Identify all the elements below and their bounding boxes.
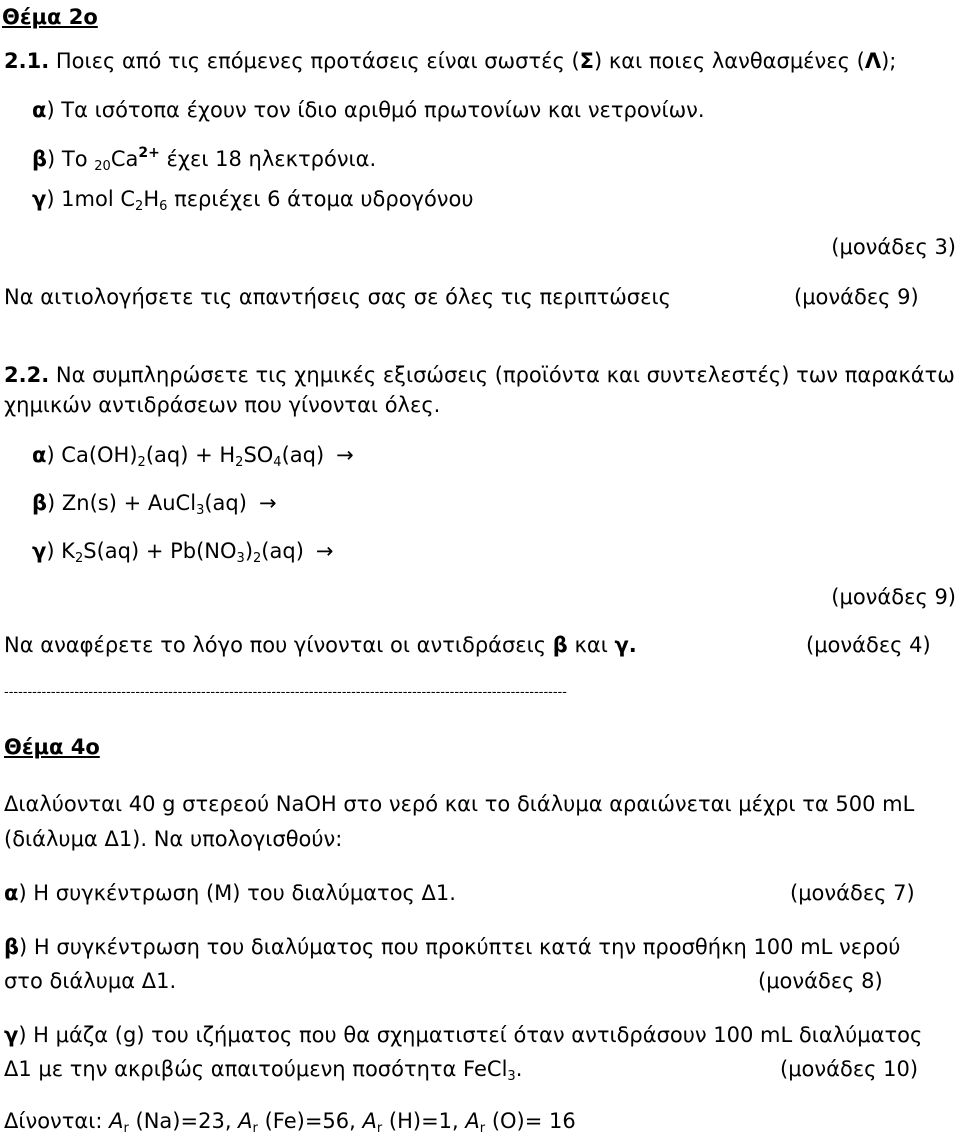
reaction-b: β) Zn(s) + AuCl3(aq) → bbox=[32, 491, 277, 518]
reaction-c: γ) K2S(aq) + Pb(NO3)2(aq) → bbox=[32, 539, 334, 566]
points-2-1-a: (μονάδες 3) bbox=[831, 235, 956, 259]
problem-4-b-line2: στο διάλυμα Δ1. bbox=[4, 969, 177, 993]
heading-topic-4: Θέμα 4ο bbox=[4, 735, 100, 759]
reason-instruction: Να αναφέρετε το λόγο που γίνονται οι αντιδράσεις β και γ. bbox=[4, 633, 637, 657]
problem-4-a: α) Η συγκέντρωση (M) του διαλύματος Δ1. bbox=[4, 881, 456, 905]
reaction-arrow-icon: → bbox=[336, 443, 354, 467]
reaction-a: α) Ca(OH)2(aq) + H2SO4(aq) → bbox=[32, 443, 354, 470]
points-2-2-a: (μονάδες 9) bbox=[831, 585, 956, 609]
question-2-2-prompt-line2: χημικών αντιδράσεων που γίνονται όλες. bbox=[4, 393, 441, 417]
question-2-1-prompt: 2.1. Ποιες από τις επόμενες προτάσεις είναι σωστές (Σ) και ποιες λανθασμένες (Λ); bbox=[4, 49, 897, 73]
points-2-1-b: (μονάδες 9) bbox=[794, 285, 919, 309]
statement-a: α) Τα ισότοπα έχουν τον ίδιο αριθμό πρωτονίων και νετρονίων. bbox=[32, 98, 705, 122]
given-values: Δίνονται: Ar (Na)=23, Ar (Fe)=56, Ar (H)=1, Ar (O)= 16 bbox=[4, 1109, 576, 1136]
problem-4-b: β) Η συγκέντρωση του διαλύματος που προκύπτει κατά την προσθήκη 100 mL νερού bbox=[4, 935, 901, 959]
question-2-2-prompt: 2.2. Να συμπληρώσετε τις χημικές εξισώσεις (προϊόντα και συντελεστές) των παρακάτω bbox=[4, 363, 955, 387]
problem-4-c: γ) Η μάζα (g) του ιζήματος που θα σχηματιστεί όταν αντιδράσουν 100 mL διαλύματος bbox=[4, 1023, 923, 1047]
points-4-c: (μονάδες 10) bbox=[780, 1057, 919, 1081]
points-2-2-b: (μονάδες 4) bbox=[806, 633, 931, 657]
reaction-arrow-icon: → bbox=[315, 539, 334, 563]
problem-4-intro: Διαλύονται 40 g στερεού NaOH στο νερό και το διάλυμα αραιώνεται μέχρι τα 500 mL bbox=[4, 792, 915, 816]
statement-c: γ) 1mol C2H6 περιέχει 6 άτομα υδρογόνου bbox=[32, 187, 474, 214]
section-separator: ------------------------------------------------------------------------------------------------------------------------ bbox=[4, 685, 567, 700]
statement-b: β) Το $20Ca^{2+}$ έχει 18 ηλεκτρόνια. bbox=[32, 145, 377, 174]
justify-instruction: Να αιτιολογήσετε τις απαντήσεις σας σε όλες τις περιπτώσεις bbox=[4, 285, 671, 309]
points-4-b: (μονάδες 8) bbox=[758, 969, 883, 993]
problem-4-intro-line2: (διάλυμα Δ1). Να υπολογισθούν: bbox=[4, 827, 343, 851]
points-4-a: (μονάδες 7) bbox=[790, 881, 915, 905]
reaction-arrow-icon: → bbox=[258, 491, 277, 515]
problem-4-c-line2: Δ1 με την ακριβώς απαιτούμενη ποσότητα FeCl3. bbox=[4, 1057, 523, 1084]
heading-topic-2: Θέμα 2ο bbox=[2, 5, 98, 29]
